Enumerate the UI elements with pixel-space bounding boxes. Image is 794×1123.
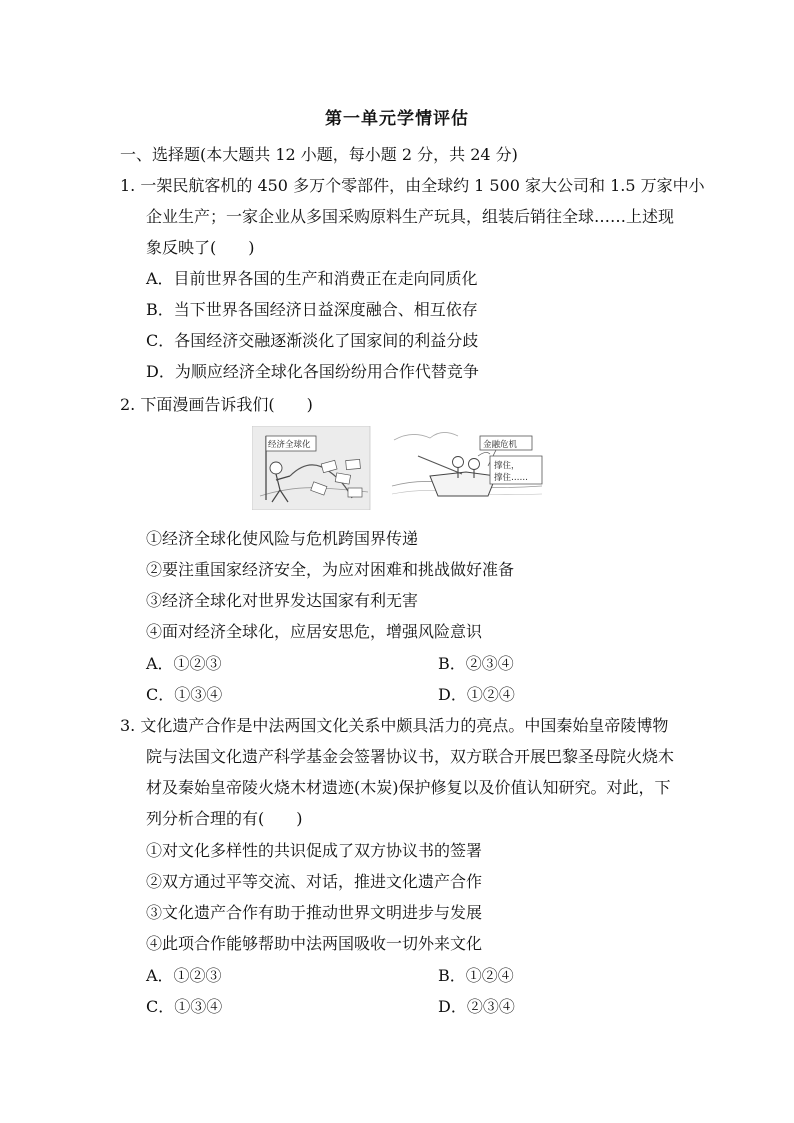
figure-head [270, 462, 282, 474]
q2-option-c: C．①③④ [146, 685, 223, 704]
q2-statement-1: ①经济全球化使风险与危机跨国界传递 [146, 529, 419, 548]
q2-option-a: A．①②③ [146, 654, 222, 673]
q3-stem-line-4: 列分析合理的有( ) [146, 809, 303, 828]
q2-stem: 2. 下面漫画告诉我们( ) [120, 395, 313, 414]
q1-stem-line-3: 象反映了( ) [146, 238, 255, 257]
q1-option-d: D．为顺应经济全球化各国纷纷用合作代替竞争 [146, 362, 479, 381]
q2-option-d: D．①②④ [438, 685, 515, 704]
q2-statement-2: ②要注重国家经济安全，为应对困难和挑战做好准备 [146, 560, 515, 579]
q3-stem-line-2: 院与法国文化遗产科学基金会签署协议书，双方联合开展巴黎圣母院火烧木 [146, 747, 675, 766]
comic-illustration [252, 426, 544, 510]
page-title: 第一单元学情评估 [325, 109, 469, 129]
bubble-line-1: 撑住， [494, 461, 520, 471]
q2-statement-4: ④面对经济全球化，应居安思危，增强风险意识 [146, 622, 483, 641]
q3-option-c: C．①③④ [146, 997, 223, 1016]
q3-statement-1: ①对文化多样性的共识促成了双方协议书的签署 [146, 841, 483, 860]
q3-stem-line-3: 材及秦始皇帝陵火烧木材遗迹(木炭)保护修复以及价值认知研究。对此，下 [146, 778, 671, 797]
q3-option-a: A．①②③ [146, 966, 222, 985]
q3-option-b: B．①②④ [438, 966, 514, 985]
flag-label: 经济全球化 [268, 440, 311, 450]
q2-statement-3: ③经济全球化对世界发达国家有利无害 [146, 591, 419, 610]
q1-stem-line-2: 企业生产；一家企业从多国采购原料生产玩具，组装后销往全球……上述现 [146, 207, 675, 226]
q1-option-c: C．各国经济交融逐渐淡化了国家间的利益分歧 [146, 331, 479, 350]
rower-2-head [469, 459, 480, 470]
q1-option-b: B．当下世界各国经济日益深度融合、相互依存 [146, 300, 478, 319]
crisis-sign-label: 金融危机 [483, 440, 518, 450]
q3-statement-3: ③文化遗产合作有助于推动世界文明进步与发展 [146, 903, 483, 922]
rower-1-head [453, 457, 464, 468]
q3-statement-2: ②双方通过平等交流、对话，推进文化遗产合作 [146, 872, 483, 891]
q1-stem-line-1: 1. 一架民航客机的 450 多万个零部件，由全球约 1 500 家大公司和 1.5 万家中小 [120, 176, 705, 195]
q3-stem-line-1: 3. 文化遗产合作是中法两国文化关系中颇具活力的亮点。中国秦始皇帝陵博物 [120, 716, 669, 735]
boat [430, 472, 496, 496]
q2-option-b: B．②③④ [438, 654, 514, 673]
bubble-line-2: 撑住…… [494, 473, 529, 483]
q3-statement-4: ④此项合作能够帮助中法两国吸收一切外来文化 [146, 934, 483, 953]
section-header: 一、选择题(本大题共 12 小题，每小题 2 分，共 24 分) [120, 145, 518, 164]
q3-option-d: D．②③④ [438, 997, 515, 1016]
q1-option-a: A．目前世界各国的生产和消费正在走向同质化 [146, 269, 478, 288]
